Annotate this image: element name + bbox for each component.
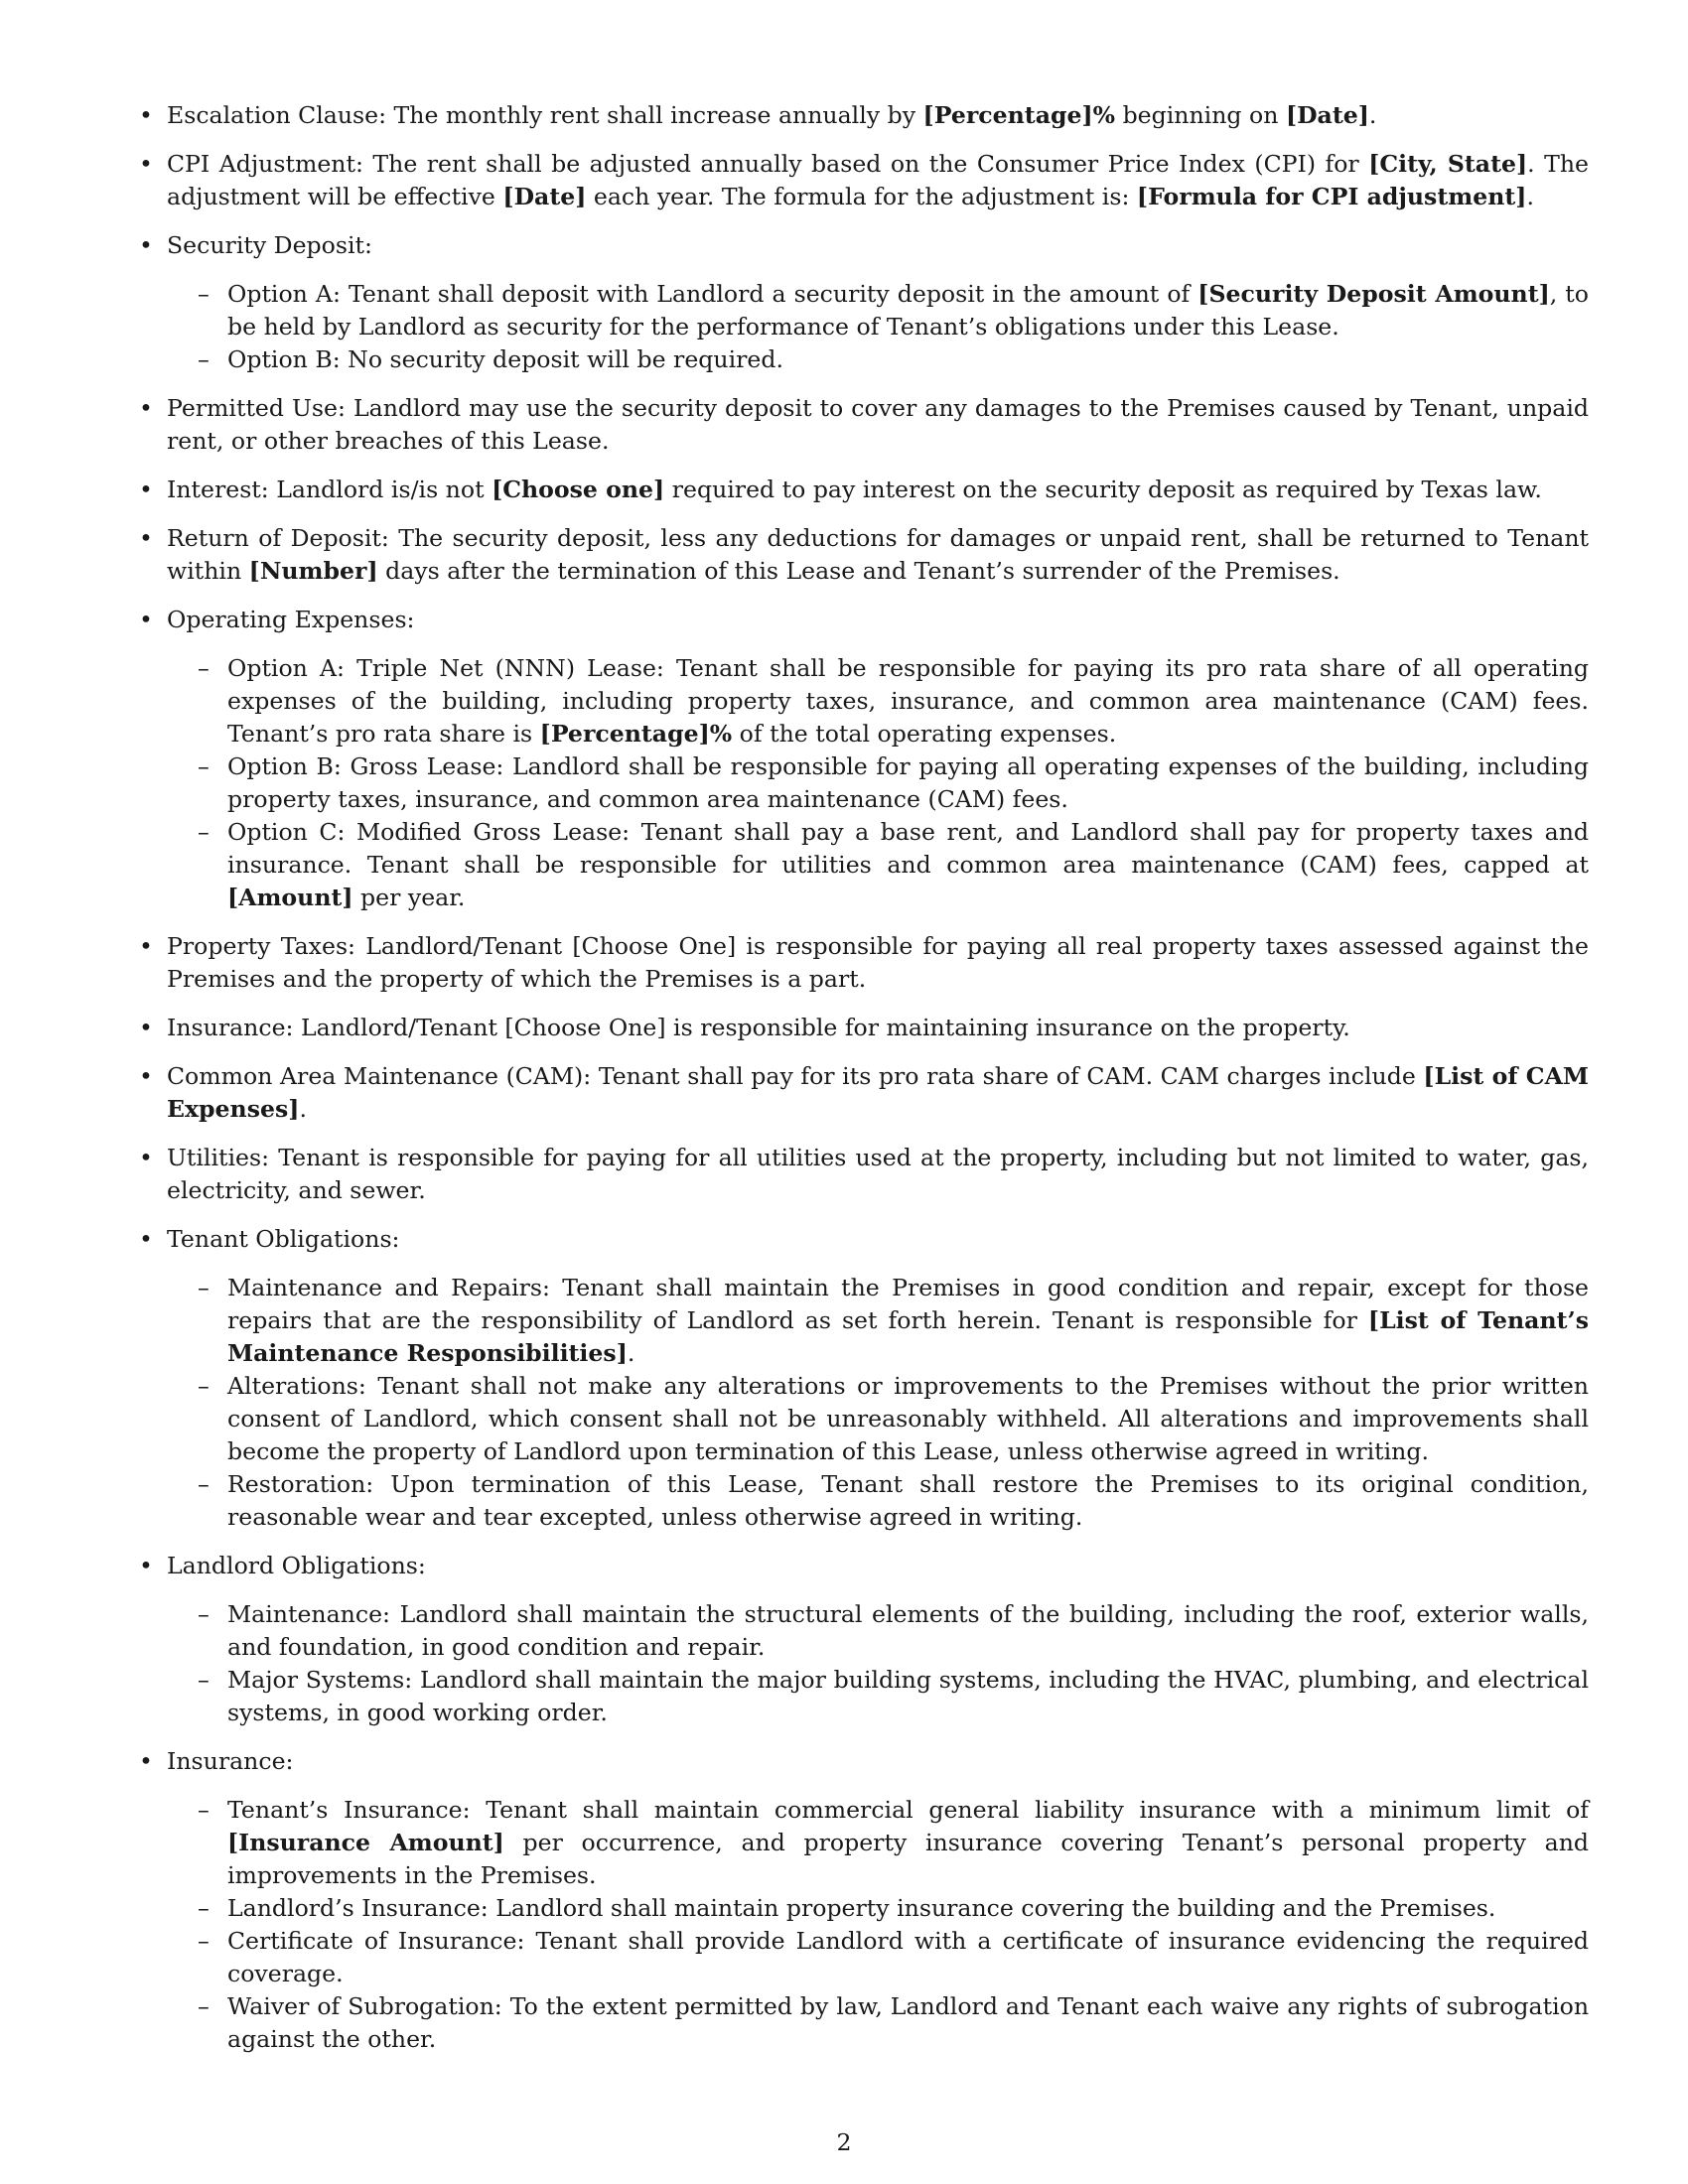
clause-item <box>167 1060 1589 1126</box>
clause-text: required to pay interest on the security deposit as required by Texas law. <box>664 476 1542 503</box>
clause-item <box>167 1223 1589 1534</box>
clause-label: Option A: <box>227 280 341 308</box>
sub-clause-list <box>167 1598 1589 1729</box>
clause-label: Landlord’s Insurance: <box>227 1894 489 1922</box>
clause-text: Tenant shall not make any alterations or improvements to the Premises without the prior written consent of Landlord, which consent shall not be unreasonably withheld. All alterations and improvements shall become the property of Landlord upon termination of this Lease, unless otherwise agreed in writing. <box>227 1372 1589 1465</box>
clause-item <box>167 522 1589 588</box>
clause-list <box>167 99 1589 2072</box>
placeholder-field: [City, State] <box>1368 150 1528 178</box>
clause-text: Landlord/Tenant [Choose One] is responsible for maintaining insurance on the property. <box>301 1014 1350 1041</box>
sub-clause-item <box>227 343 1589 376</box>
sub-clause-item <box>227 1892 1589 1925</box>
clause-text: The security deposit, less any deductions for damages or unpaid rent, shall be returned to Tenant within <box>167 524 1590 585</box>
placeholder-field: [Formula for CPI adjustment] <box>1136 183 1527 210</box>
clause-label: Alterations: <box>227 1372 366 1400</box>
clause-text: . <box>627 1339 635 1367</box>
clause-text: beginning on <box>1115 101 1286 129</box>
placeholder-field: [Date] <box>502 183 587 210</box>
clause-item <box>167 148 1589 213</box>
sub-clause-item <box>227 816 1589 914</box>
clause-label: Utilities: <box>167 1144 270 1171</box>
placeholder-field: [Amount] <box>227 884 353 911</box>
clause-item <box>167 1142 1589 1207</box>
placeholder-field: [Security Deposit Amount] <box>1197 280 1550 308</box>
sub-clause-item <box>227 1468 1589 1534</box>
clause-item <box>167 930 1589 996</box>
clause-item <box>167 474 1589 506</box>
sub-clause-item <box>227 1925 1589 1990</box>
sub-clause-item <box>227 1990 1589 2056</box>
clause-label: Maintenance and Repairs: <box>227 1274 550 1301</box>
placeholder-field: [List of Tenant’s Maintenance Responsibilities] <box>227 1306 1589 1367</box>
clause-label: Landlord Obligations: <box>167 1552 426 1579</box>
clause-text: . <box>1368 101 1377 129</box>
clause-text: days after the termination of this Lease and Tenant’s surrender of the Premises. <box>377 557 1340 585</box>
clause-label: Operating Expenses: <box>167 606 415 633</box>
clause-label: CPI Adjustment: <box>167 150 363 178</box>
placeholder-field: [Choose one] <box>492 476 665 503</box>
clause-text: of the total operating expenses. <box>732 720 1117 748</box>
clause-label: Security Deposit: <box>167 231 372 259</box>
clause-label: Insurance: <box>167 1747 294 1775</box>
clause-text: . <box>1526 183 1534 210</box>
clause-label: Restoration: <box>227 1470 374 1498</box>
clause-text: Tenant shall pay for its pro rata share of CAM. CAM charges include <box>598 1062 1424 1090</box>
clause-text: Tenant is responsible for paying for all utilities used at the property, including but not limited to water, gas, electricity, and sewer. <box>167 1144 1589 1204</box>
clause-text: No security deposit will be required. <box>348 345 783 373</box>
sub-clause-item <box>227 278 1589 343</box>
placeholder-field: [Percentage]% <box>922 101 1116 129</box>
clause-item <box>167 229 1589 376</box>
clause-text: Landlord is/is not <box>276 476 492 503</box>
clause-text: Landlord may use the security deposit to cover any damages to the Premises caused by Tenant, unpaid rent, or other breaches of this Lease. <box>167 394 1589 455</box>
clause-label: Certificate of Insurance: <box>227 1927 525 1955</box>
clause-text: Landlord shall maintain property insurance covering the building and the Premises. <box>495 1894 1496 1922</box>
page-number: 2 <box>836 2128 852 2156</box>
sub-clause-item <box>227 652 1589 751</box>
clause-label: Tenant Obligations: <box>167 1225 400 1253</box>
placeholder-field: [Insurance Amount] <box>227 1829 504 1856</box>
clause-label: Property Taxes: <box>167 932 356 960</box>
clause-label: Escalation Clause: <box>167 101 387 129</box>
sub-clause-item <box>227 1370 1589 1468</box>
clause-text: Landlord shall be responsible for paying all operating expenses of the building, including property taxes, insurance, and common area maintenance (CAM) fees. <box>227 752 1589 813</box>
placeholder-field: [Number] <box>248 557 378 585</box>
clause-text: , to be held by Landlord as security for the performance of Tenant’s obligations under this Lease. <box>227 280 1589 341</box>
clause-text: The rent shall be adjusted annually based on the Consumer Price Index (CPI) for <box>372 150 1369 178</box>
sub-clause-item <box>227 1794 1589 1892</box>
clause-text: Tenant shall deposit with Landlord a security deposit in the amount of <box>348 280 1198 308</box>
clause-item <box>167 1745 1589 2056</box>
placeholder-field: [List of CAM Expenses] <box>167 1062 1590 1123</box>
clause-text: each year. The formula for the adjustment is: <box>586 183 1137 210</box>
clause-label: Maintenance: <box>227 1600 390 1628</box>
clause-item <box>167 392 1589 458</box>
sub-clause-list <box>167 1272 1589 1534</box>
sub-clause-item <box>227 1272 1589 1370</box>
clause-label: Common Area Maintenance (CAM): <box>167 1062 592 1090</box>
clause-label: Interest: <box>167 476 269 503</box>
clause-label: Option A: Triple Net (NNN) Lease: <box>227 654 664 682</box>
sub-clause-item <box>227 1598 1589 1664</box>
clause-item <box>167 1012 1589 1044</box>
sub-clause-list <box>167 278 1589 376</box>
clause-label: Tenant’s Insurance: <box>227 1796 471 1824</box>
clause-text: . The adjustment will be effective <box>167 150 1590 210</box>
clause-text: per year. <box>352 884 466 911</box>
clause-label: Return of Deposit: <box>167 524 389 552</box>
placeholder-field: [Date] <box>1285 101 1369 129</box>
clause-item <box>167 604 1589 914</box>
sub-clause-list <box>167 1794 1589 2056</box>
clause-text: The monthly rent shall increase annually by <box>393 101 923 129</box>
clause-label: Insurance: <box>167 1014 294 1041</box>
clause-label: Option C: Modified Gross Lease: <box>227 818 631 846</box>
clause-text: Tenant shall provide Landlord with a certificate of insurance evidencing the required coverage. <box>227 1927 1590 1987</box>
clause-label: Option B: <box>227 345 341 373</box>
sub-clause-item <box>227 1664 1589 1729</box>
clause-label: Waiver of Subrogation: <box>227 1992 502 2020</box>
clause-item <box>167 99 1589 132</box>
clause-text: Tenant shall pay a base rent, and Landlord shall pay for property taxes and insurance. Tenant shall be responsible for utilities and common area maintenance (CAM) fees, capped at <box>227 818 1589 879</box>
placeholder-field: [Percentage]% <box>539 720 733 748</box>
clause-text: Landlord/Tenant [Choose One] is responsible for paying all real property taxes assessed against the Premises and the property of which the Premises is a part. <box>167 932 1590 993</box>
clause-text: Tenant shall maintain the Premises in good condition and repair, except for those repairs that are the responsibility of Landlord as set forth herein. Tenant is responsible for <box>227 1274 1590 1334</box>
sub-clause-list <box>167 652 1589 914</box>
clause-label: Major Systems: <box>227 1666 413 1694</box>
clause-label: Option B: Gross Lease: <box>227 752 504 780</box>
clause-text: Tenant shall be responsible for paying its pro rata share of all operating expenses of the building, including property taxes, insurance, and common area maintenance (CAM) fees. Tenant’s pro rata share is <box>227 654 1589 748</box>
sub-clause-item <box>227 751 1589 816</box>
clause-text: per occurrence, and property insurance covering Tenant’s personal property and improvements in the Premises. <box>227 1829 1589 1889</box>
clause-text: Upon termination of this Lease, Tenant shall restore the Premises to its original condition, reasonable wear and tear excepted, unless otherwise agreed in writing. <box>227 1470 1589 1531</box>
clause-text: . <box>299 1095 307 1123</box>
clause-item <box>167 1550 1589 1729</box>
clause-text: Tenant shall maintain commercial general liability insurance with a minimum limit of <box>486 1796 1590 1824</box>
clause-text: To the extent permitted by law, Landlord and Tenant each waive any rights of subrogation against the other. <box>227 1992 1590 2053</box>
clause-label: Permitted Use: <box>167 394 346 422</box>
clause-text: Landlord shall maintain the major building systems, including the HVAC, plumbing, and electrical systems, in good working order. <box>227 1666 1590 1726</box>
clause-text: Landlord shall maintain the structural elements of the building, including the roof, exterior walls, and foundation, in good condition and repair. <box>227 1600 1589 1661</box>
